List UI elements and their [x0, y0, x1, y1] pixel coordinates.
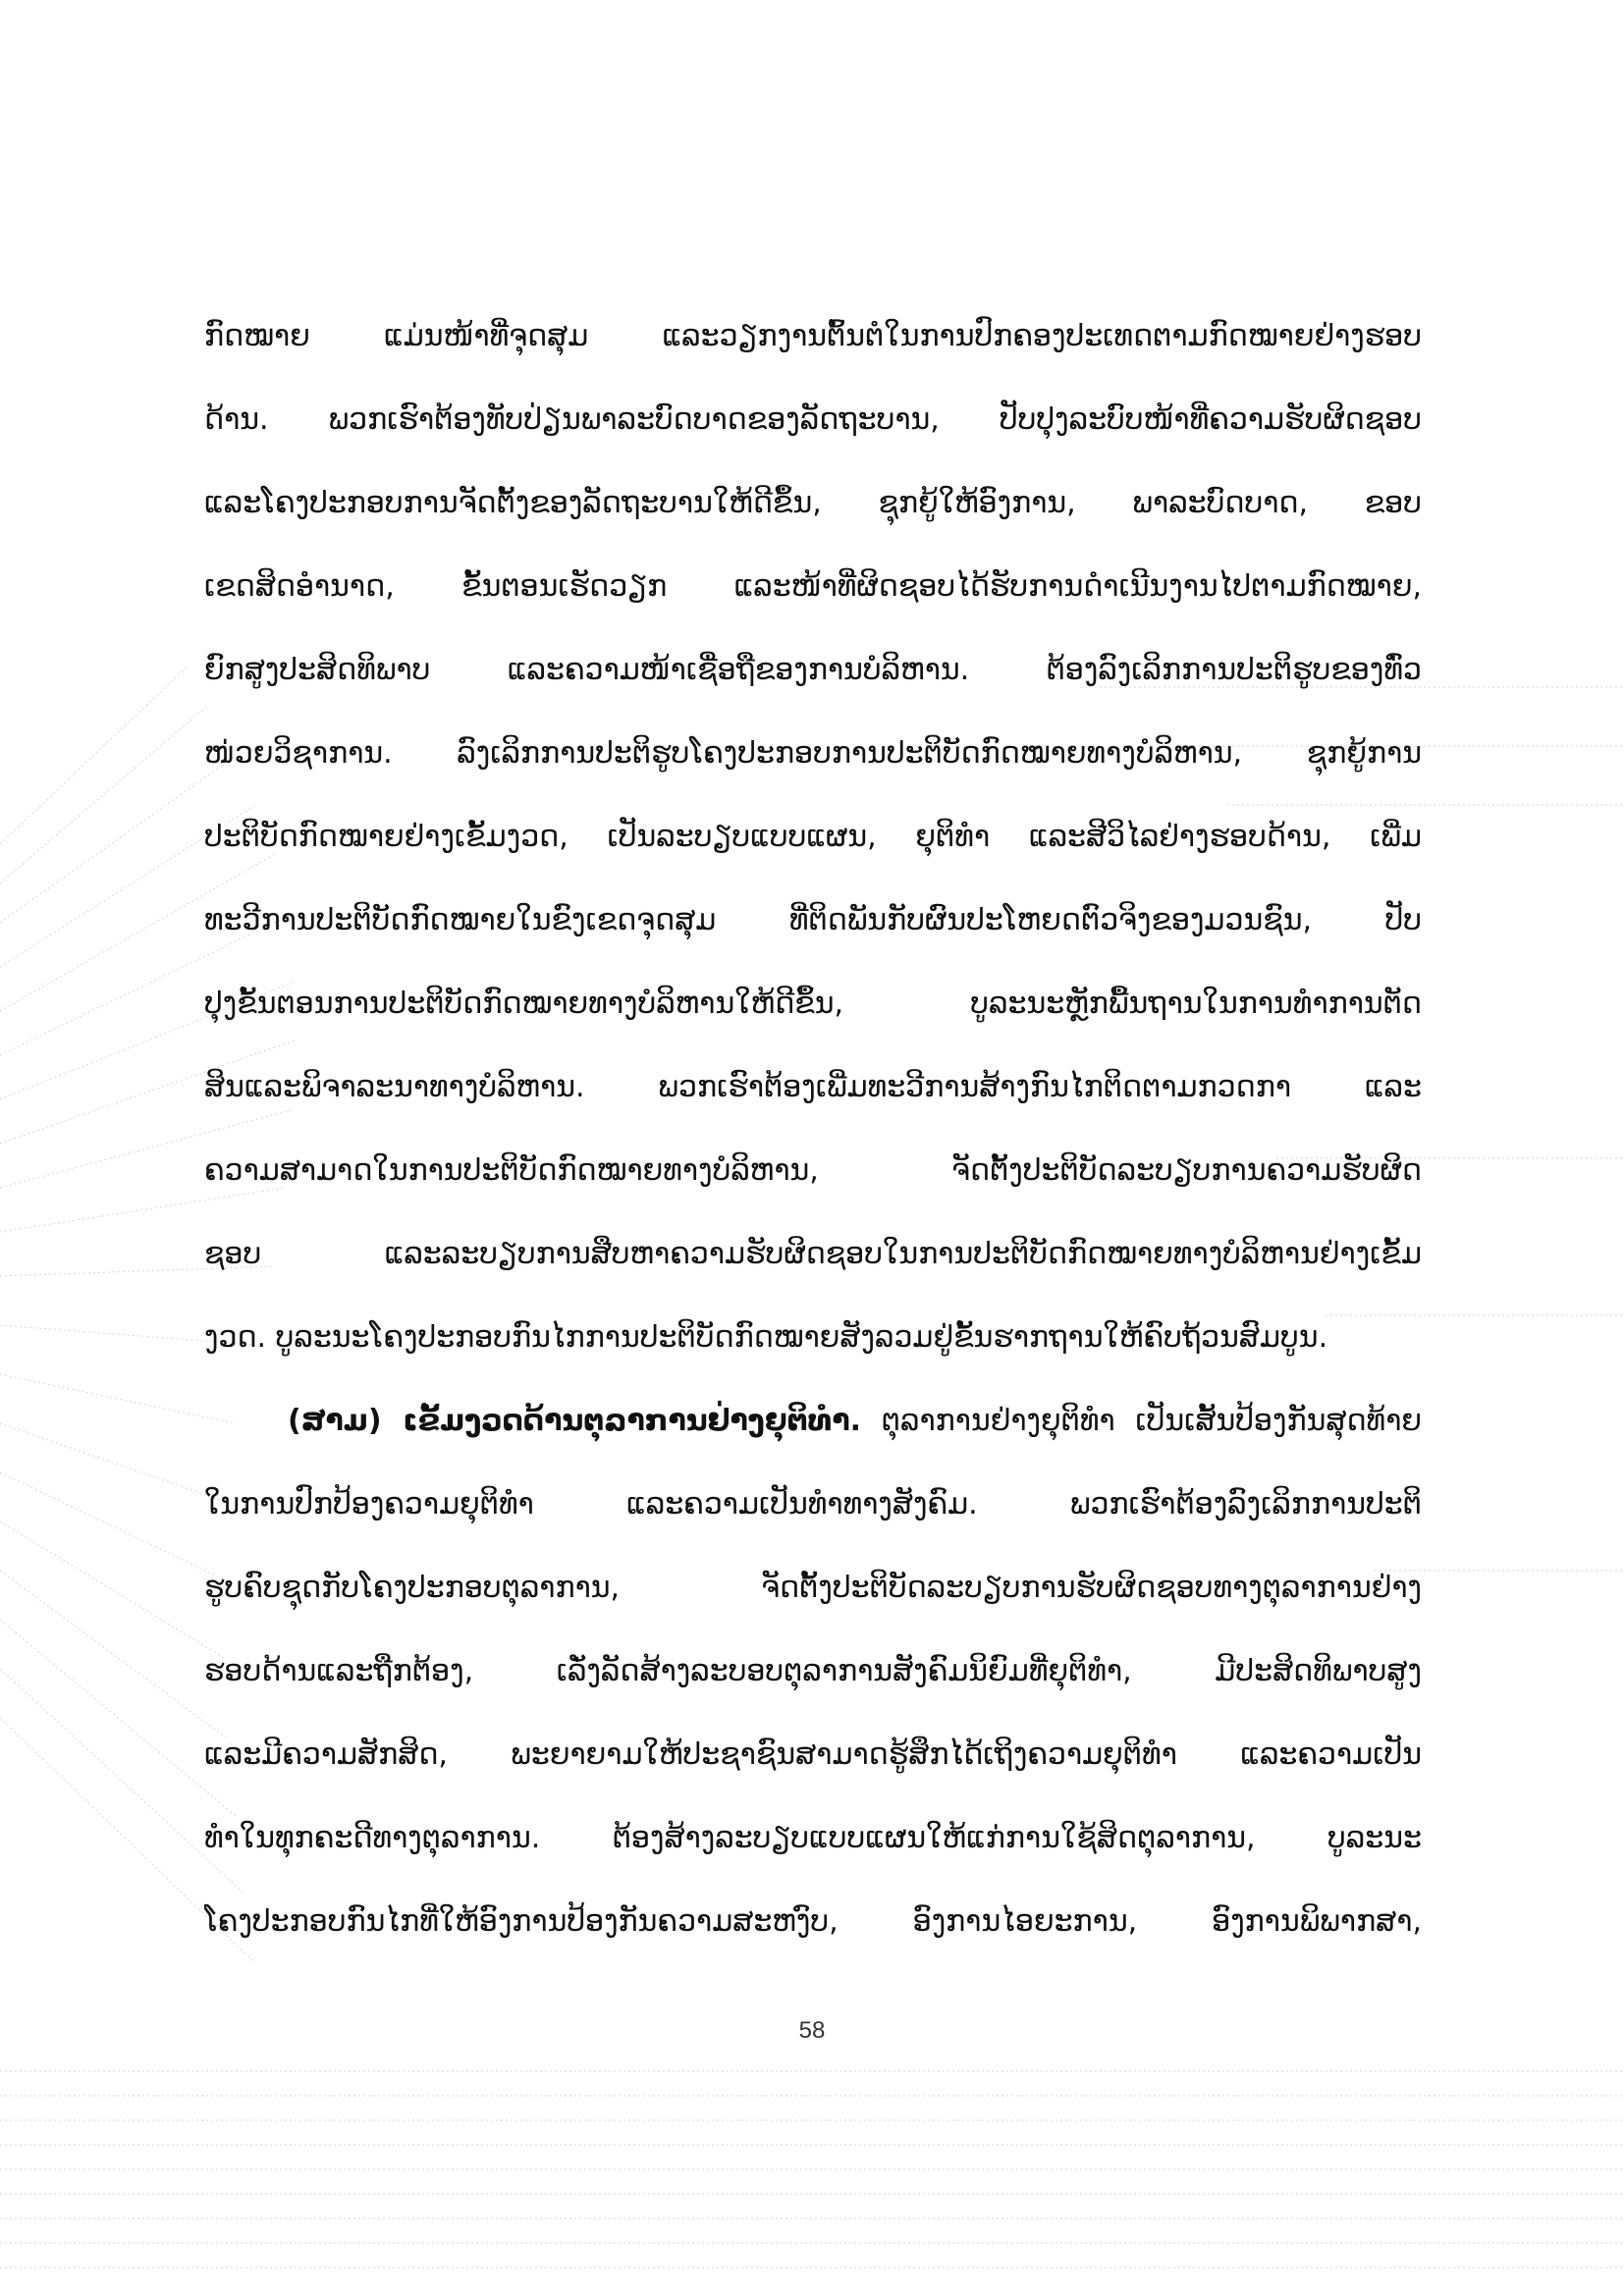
text-line: ງວດ. ບູລະນະໂຄງປະກອບກົນໄກການປະຕິບັດກົດໝາຍສັງລວມຢູ່ຂັ້ນຮາກຖານໃຫ້ຄົບຖ້ວນສົມບູນ. — [204, 1320, 1328, 1355]
paragraph-1 — [204, 294, 1422, 1379]
heading-continuation: ຕຸລາການຢ່າງຍຸຕິທຳ ເປັນເສັ້ນປ້ອງກັນສຸດທ້າຍ — [861, 1404, 1422, 1438]
text-line: ສິນແລະພິຈາລະນາທາງບໍລິຫານ. ພວກເຮົາຕ້ອງເພີ່ມທະວີການສ້າງກົນໄກຕິດຕາມກວດກາ ແລະ — [204, 1070, 1422, 1104]
text-line: ໜ່ວຍວິຊາການ. ລົງເລິກການປະຕິຮູບໂຄງປະກອບການປະຕິບັດກົດໝາຍທາງບໍລິຫານ, ຊຸກຍູ້ການ — [204, 736, 1422, 771]
text-line: ທະວີການປະຕິບັດກົດໝາຍໃນຂົງເຂດຈຸດສຸມ ທີ່ຕິດພັນກັບຜົນປະໂຫຍດຕົວຈິງຂອງມວນຊົນ, ປັບ — [204, 903, 1422, 937]
text-line: ຮອບດ້ານແລະຖືກຕ້ອງ, ເລັ່ງລັດສ້າງລະບອບຕຸລາການສັງຄົມນິຍົມທີ່ຍຸຕິທຳ, ມີປະສິດທິພາບສູງ — [204, 1654, 1422, 1688]
text-line: ຍົກສູງປະສິດທິພາບ ແລະຄວາມໜ້າເຊື່ອຖືຂອງການບໍລິຫານ. ຕ້ອງລົງເລິກການປະຕິຮູບຂອງທົ່ວ — [204, 653, 1422, 687]
text-line: ປະຕິບັດກົດໝາຍຢ່າງເຂັ້ມງວດ, ເປັນລະບຽບແບບແຜນ, ຍຸຕິທຳ ແລະສີວິໄລຢ່າງຮອບດ້ານ, ເພີ່ມ — [204, 820, 1422, 854]
text-line: ທຳໃນທຸກຄະດີທາງຕຸລາການ. ຕ້ອງສ້າງລະບຽບແບບແຜນໃຫ້ແກ່ການໃຊ້ສິດຕຸລາການ, ບູລະນະ — [204, 1821, 1422, 1855]
text-line: ໃນການປົກປ້ອງຄວາມຍຸຕິທຳ ແລະຄວາມເປັນທຳທາງສັງຄົມ. ພວກເຮົາຕ້ອງລົງເລິກການປະຕິ — [204, 1487, 1422, 1522]
paragraph-2 — [204, 1379, 1422, 1963]
page-number: 58 — [798, 2017, 826, 2044]
text-line: ຊອບ ແລະລະບຽບການສືບຫາຄວາມຮັບຜິດຊອບໃນການປະຕິບັດກົດໝາຍທາງບໍລິຫານຢ່າງເຂັ້ມ — [204, 1237, 1422, 1271]
text-line: ເຂດສິດອຳນາດ, ຂັ້ນຕອນເຮັດວຽກ ແລະໜ້າທີ່ຜິດຊອບໄດ້ຮັບການດຳເນີນງານໄປຕາມກົດໝາຍ, — [204, 569, 1422, 604]
text-line: ດ້ານ. ພວກເຮົາຕ້ອງທັບປ່ຽນພາລະບົດບາດຂອງລັດຖະບານ, ປັບປຸງລະບົບໜ້າທີ່ຄວາມຮັບຜິດຊອບ — [204, 402, 1422, 437]
text-line: ຮູບຄົບຊຸດກັບໂຄງປະກອບຕຸລາການ, ຈັດຕັ້ງປະຕິບັດລະບຽບການຮັບຜິດຊອບທາງຕຸລາການຢ່າງ — [204, 1571, 1422, 1605]
text-line: ແລະໂຄງປະກອບການຈັດຕັ້ງຂອງລັດຖະບານໃຫ້ດີຂຶ້ນ, ຊຸກຍູ້ໃຫ້ອົງການ, ພາລະບົດບາດ, ຂອບ — [204, 486, 1422, 520]
text-line: ໂຄງປະກອບກົນໄກທີ່ໃຫ້ອົງການປ້ອງກັນຄວາມສະຫງົບ, ອົງການໄອຍະການ, ອົງການພິພາກສາ, — [204, 1904, 1422, 1939]
section-heading: (ສາມ) ເຂັ້ມງວດດ້ານຕຸລາການຢ່າງຍຸຕິທຳ. — [288, 1404, 862, 1438]
heading-line — [204, 1379, 1422, 1463]
text-line: ກົດໝາຍ ແມ່ນໜ້າທີ່ຈຸດສຸມ ແລະວຽກງານຕົ້ນຕໍໃນການປົກຄອງປະເທດຕາມກົດໝາຍຢ່າງຮອບ — [204, 319, 1422, 353]
text-line: ຄວາມສາມາດໃນການປະຕິບັດກົດໝາຍທາງບໍລິຫານ, ຈັດຕັ້ງປະຕິບັດລະບຽບການຄວາມຮັບຜິດ — [204, 1153, 1422, 1188]
text-line: ແລະມີຄວາມສັກສິດ, ພະຍາຍາມໃຫ້ປະຊາຊົນສາມາດຮູ້ສຶກໄດ້ເຖິງຄວາມຍຸຕິທຳ ແລະຄວາມເປັນ — [204, 1737, 1422, 1772]
body-text — [204, 294, 1422, 1963]
text-line: ປຸງຂັ້ນຕອນການປະຕິບັດກົດໝາຍທາງບໍລິຫານໃຫ້ດີຂຶ້ນ, ບູລະນະຫຼັກພື້ນຖານໃນການທຳການຕັດ — [204, 987, 1422, 1021]
